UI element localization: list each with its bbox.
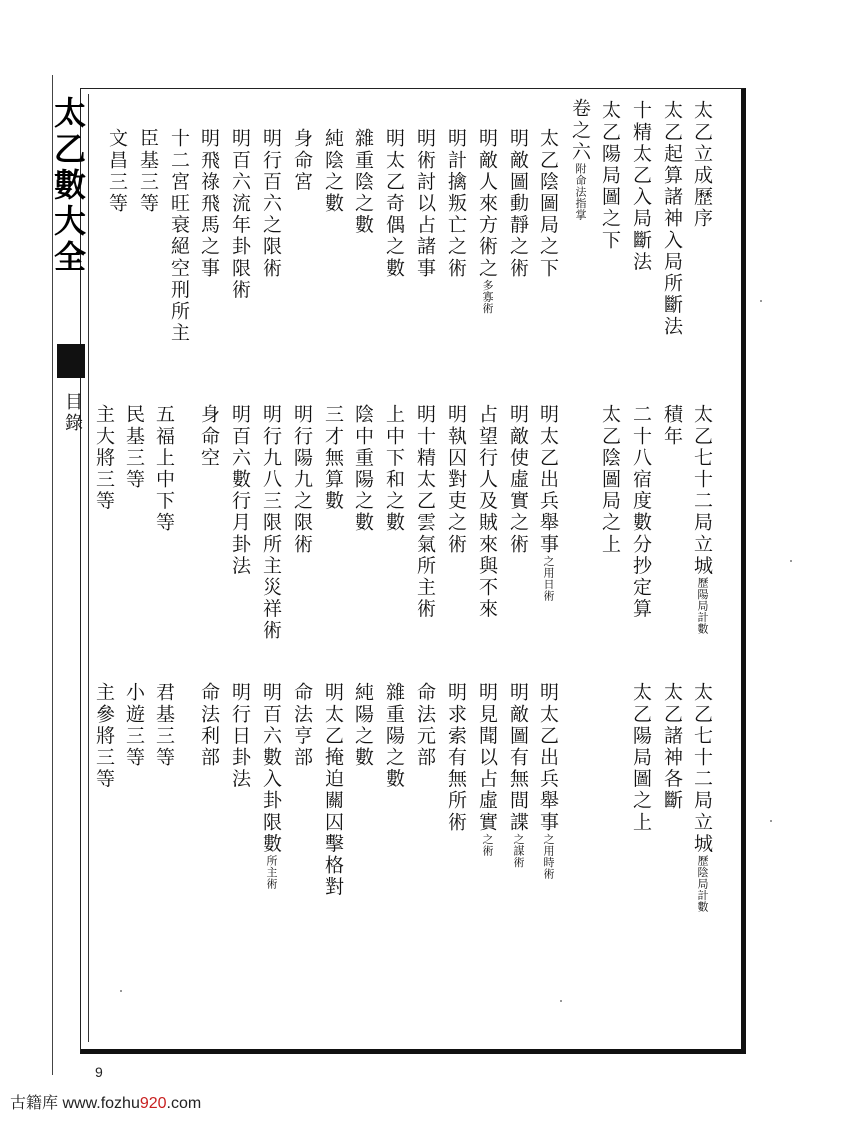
- inner-border-rule: [88, 94, 89, 1042]
- watermark-site-name: 古籍库: [10, 1095, 59, 1112]
- toc-entry: 明太乙奇偶之數: [383, 128, 405, 280]
- toc-entry: 明計擒叛亡之術: [445, 128, 467, 280]
- toc-entry: 明敵使虛實之術: [507, 404, 529, 556]
- toc-annotation: 歷陰局計數: [696, 854, 709, 913]
- toc-entry: 命法元部: [414, 682, 436, 769]
- toc-entry: 上中下和之數: [383, 404, 405, 534]
- toc-entry: 占望行人及賊來與不來: [476, 404, 498, 620]
- toc-annotation: 所主術: [265, 854, 278, 890]
- toc-annotation: 之用時術: [542, 833, 555, 880]
- toc-entry: 身命空: [198, 404, 220, 469]
- scan-speck: [560, 1000, 562, 1002]
- toc-entry: 太乙起算諸神入局所斷法: [661, 100, 683, 338]
- toc-entry: 明十精太乙雲氣所主術: [414, 404, 436, 620]
- watermark-url-suffix: .com: [166, 1095, 202, 1112]
- toc-entry: 明行九八三限所主災祥術: [260, 404, 282, 642]
- toc-entry: 太乙七十二局立城歷陽局計數: [691, 404, 713, 635]
- toc-entry: 主大將三等: [93, 404, 115, 512]
- toc-entry: 陰中重陽之數: [352, 404, 374, 534]
- toc-entry: 明術討以占諸事: [414, 128, 436, 280]
- toc-entry: 五福上中下等: [153, 404, 175, 534]
- toc-entry: 君基三等: [153, 682, 175, 769]
- toc-entry: 雜重陽之數: [383, 682, 405, 790]
- toc-entry: 二十八宿度數分抄定算: [630, 404, 652, 620]
- toc-entry: 明百六數入卦限數所主術: [260, 682, 282, 890]
- toc-entry: 明太乙出兵舉事之用日術: [537, 404, 559, 602]
- toc-entry: 太乙陰圖局之下: [537, 128, 559, 280]
- toc-entry: 明飛祿飛馬之事: [198, 128, 220, 280]
- toc-annotation: 之謀術: [512, 833, 525, 868]
- toc-entry: 明敵圖動靜之術: [507, 128, 529, 280]
- toc-entry: 文昌三等: [106, 128, 128, 215]
- toc-entry: 民基三等: [123, 404, 145, 491]
- toc-entry: 三才無算數: [322, 404, 344, 512]
- toc-entry: 明行百六之限術: [260, 128, 282, 280]
- toc-annotation: 之術: [481, 833, 494, 857]
- toc-entry: 明執囚對吏之術: [445, 404, 467, 556]
- scan-speck: [120, 990, 122, 992]
- toc-entry: 主參將三等: [93, 682, 115, 790]
- toc-entry: 臣基三等: [137, 128, 159, 215]
- toc-annotation: 附命法指掌: [574, 162, 587, 221]
- scan-speck: [760, 300, 762, 302]
- toc-entry: 雜重陰之數: [352, 128, 374, 236]
- toc-entry: 太乙陽局圖之下: [599, 100, 621, 252]
- watermark-url-digits: 920: [139, 1095, 167, 1112]
- book-title: 太乙數大全: [49, 96, 87, 276]
- toc-entry: 明行陽九之限術: [291, 404, 313, 556]
- toc-entry: 太乙立成歷序: [691, 100, 713, 230]
- scan-speck: [790, 560, 792, 562]
- toc-entry: 明太乙掩迫關囚擊格對: [322, 682, 344, 898]
- toc-entry: 明敵人來方術之多寡術: [476, 128, 498, 314]
- toc-entry: 純陰之數: [322, 128, 344, 215]
- toc-entry: 身命宮: [291, 128, 313, 193]
- toc-entry: 十二宮旺衰絕空刑所主: [168, 128, 190, 344]
- toc-entry: 積年: [661, 404, 683, 448]
- toc-annotation: 多寡術: [481, 279, 494, 314]
- toc-annotation: 歷陽局計數: [696, 576, 709, 635]
- toc-entry: 十精太乙入局斷法: [630, 100, 652, 273]
- toc-entry: 明求索有無所術: [445, 682, 467, 834]
- site-watermark[interactable]: [10, 1090, 201, 1113]
- toc-entry: 明太乙出兵舉事之用時術: [537, 682, 559, 880]
- toc-entry: 明百六數行月卦法: [229, 404, 251, 577]
- toc-entry: 太乙七十二局立城歷陰局計數: [691, 682, 713, 913]
- toc-entry: 太乙諸神各斷: [661, 682, 683, 812]
- toc-entry: 明見聞以占虛實之術: [476, 682, 498, 857]
- watermark-url-prefix: www.fozhu: [62, 1095, 140, 1112]
- toc-entry: 明敵圖有無間諜之謀術: [507, 682, 529, 868]
- toc-entry: 命法亨部: [291, 682, 313, 769]
- toc-entry: 小遊三等: [123, 682, 145, 769]
- toc-entry: 明行日卦法: [229, 682, 251, 790]
- toc-entry: 純陽之數: [352, 682, 374, 769]
- toc-entry: 太乙陽局圖之上: [630, 682, 652, 834]
- section-label: 目錄: [62, 392, 83, 434]
- page-number: 9: [95, 1064, 103, 1080]
- scan-speck: [770, 820, 772, 822]
- toc-entry: 命法利部: [198, 682, 220, 769]
- toc-entry: 卷之六附命法指掌: [569, 98, 591, 221]
- toc-annotation: 之用日術: [542, 555, 555, 602]
- toc-entry: 明百六流年卦限術: [229, 128, 251, 301]
- fishtail-black-bar: [57, 344, 85, 378]
- toc-entry: 太乙陰圖局之上: [599, 404, 621, 556]
